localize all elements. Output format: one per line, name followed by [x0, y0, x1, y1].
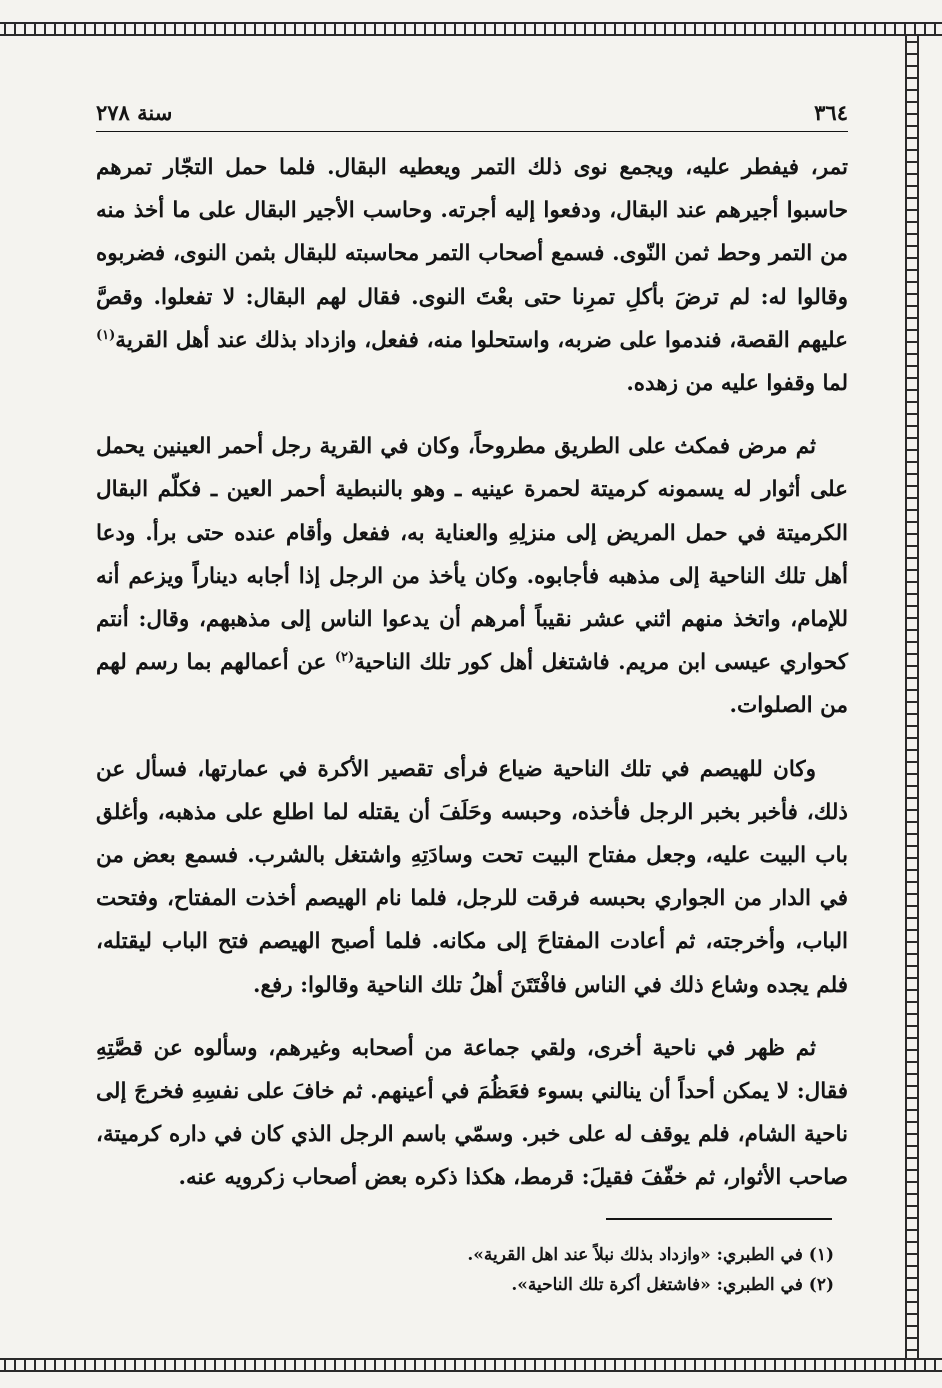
- footnote-text: في الطبري: «وازداد بذلك نبلاً عند اهل القرية».: [467, 1245, 803, 1265]
- paragraph-1: تمر، فيفطر عليه، ويجمع نوى ذلك التمر ويعطيه البقال. فلما حمل التجّار تمرهم حاسبوا أجيرهم عند البقال، ودفعوا إليه أجرته. وحاسب الأجير البقال على ما أخذ منه من التمر وحط ثمن النّوى. فسمع أصحاب التمر محاسبته للبقال بثمن النوى، فضربوه وقالوا له: لم ترضَ بأكلِ تمرِنا حتى بعْتَ النوى. فقال لهم البقال: لا تفعلوا. وقصَّ عليهم القصة، فندموا على ضربه، واستحلوا منه، ففعل، وازداد بذلك عند أهل القرية$^{(١)}$ لما وقفوا عليه من زهده.: [96, 155, 848, 397]
- page-number: ٣٦٤: [814, 100, 848, 125]
- footnote-mark: (٢): [808, 1275, 834, 1295]
- right-ornamental-border: [905, 36, 919, 1358]
- footnote-mark: (١): [808, 1245, 834, 1265]
- page-body: [96, 100, 848, 1220]
- footnote-ref-1[interactable]: (١): [96, 327, 116, 343]
- footnote-divider: [606, 1218, 832, 1220]
- footnotes: [96, 1240, 834, 1300]
- footnote-ref-2[interactable]: (٢): [334, 650, 355, 666]
- header-year: سنة ٢٧٨: [96, 100, 173, 125]
- paragraph-4: ثم ظهر في ناحية أخرى، ولقي جماعة من أصحابه وغيرهم، وسألوه عن قصَّتِهِ فقال: لا يمكن أحداً أن ينالني بسوء فعَظُمَ في أعينهم. ثم خافَ على نفسِهِ فخرجَ إلى ناحية الشام، فلم يوقف له على خبر. وسمّي باسم الرجل الذي كان في داره كرميتة، صاحب الأثوار، ثم خفّفَ فقيلَ: قرمط، هكذا ذكره بعض أصحاب زكرويه عنه.: [96, 1035, 848, 1191]
- footnote-1: [96, 1240, 834, 1270]
- footnote-2: [96, 1270, 834, 1300]
- paragraph-2: ثم مرض فمكث على الطريق مطروحاً، وكان في القرية رجل أحمر العينين يحمل على أثوار له يسمونه كرميتة لحمرة عينيه ـ وهو بالنبطية أحمر العين ـ فكلّم البقال الكرميتة في حمل المريض إلى منزلِهِ والعناية به، ففعل وأقام عنده حتى برأ. ودعا أهل تلك الناحية إلى مذهبه فأجابوه. وكان يأخذ من الرجل إذا أجابه ديناراً ويزعم أنه للإمام، واتخذ منهم اثني عشر نقيباً أمرهم أن يدعوا الناس إلى مذهبهم، وقال: أنتم كحواري عيسى ابن مريم. فاشتغل أهل كور تلك الناحية$^{(٢)}$ عن أعمالهم بما رسم لهم من الصلوات.: [96, 434, 848, 719]
- running-header: [96, 100, 848, 132]
- paragraph-3: وكان للهيصم في تلك الناحية ضياع فرأى تقصير الأكرة في عمارتها، فسأل عن ذلك، فأخبر بخبر الرجل فأخذه، وحبسه وحَلَفَ أن يقتله لما اطلع على مذهبه، وأغلق باب البيت عليه، وجعل مفتاح البيت تحت وسادَتِهِ واشتغل بالشرب. فسمع بعض من في الدار من الجواري بحبسه فرقت للرجل، فلما نام الهيصم أخذت المفتاح، وفتحت الباب، وأخرجته، ثم أعادت المفتاحَ إلى مكانه. فلما أصبح الهيصم فتح الباب ليقتله، فلم يجده وشاع ذلك في الناس فافْتَتَنَ أهلُ تلك الناحية وقالوا: رفع.: [96, 756, 848, 998]
- top-ornamental-border: [0, 22, 942, 36]
- bottom-ornamental-border: [0, 1358, 942, 1372]
- footnote-text: في الطبري: «فاشتغل أكرة تلك الناحية».: [511, 1275, 803, 1295]
